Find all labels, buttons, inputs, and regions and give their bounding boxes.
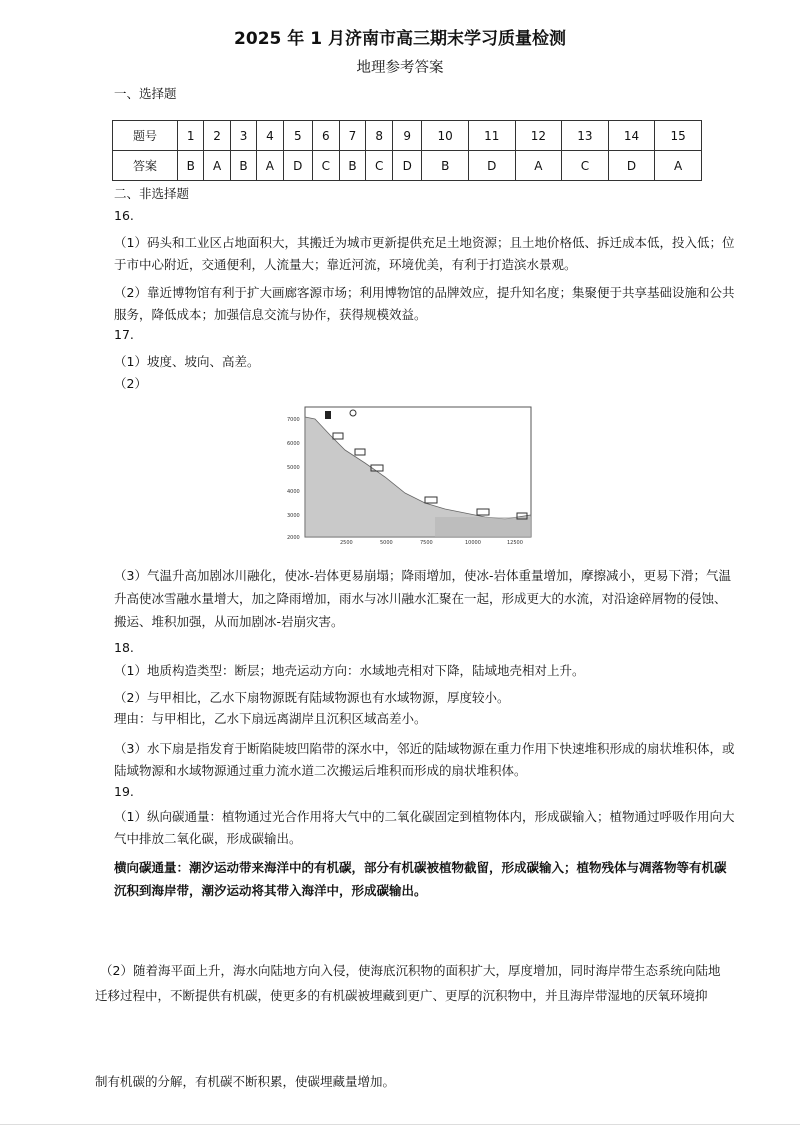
y-tick: 5000 [287,465,300,471]
table-cell: D [608,151,655,181]
q19-answer-2-line-3: 制有机碳的分解，有机碳不断积累，使碳埋藏量增加。 [95,1074,396,1089]
y-tick: 3000 [287,513,300,519]
table-cell: B [230,151,256,181]
q16-answer-1-line-2: 于市中心附近，交通便利，人流量大；靠近河流，环境优美，有利于打造滨水景观。 [114,257,577,272]
table-cell: 3 [230,121,256,151]
table-cell: 8 [366,121,393,151]
question-number-16: 16. [114,208,134,223]
q18-answer-2: （2）与甲相比，乙水下扇物源既有陆域物源也有水域物源，厚度较小。 [114,690,510,705]
q17-answer-1: （1）坡度、坡向、高差。 [114,354,260,369]
y-tick: 4000 [287,489,300,495]
q18-answer-1: （1）地质构造类型：断层；地壳运动方向：水域地壳相对下降，陆域地壳相对上升。 [114,663,585,678]
q17-answer-3-line-2: 升高使冰雪融水量增大，加之降雨增加，雨水与冰川融水汇聚在一起，形成更大的水流，对沿途碎屑物的侵蚀、 [114,591,727,606]
q18-answer-3-line-2: 陆域物源和水域物源通过重力流水道二次搬运后堆积而形成的扇状堆积体。 [114,763,527,778]
x-tick: 10000 [465,540,481,545]
q19-answer-1-line-2: 气中排放二氧化碳，形成碳输出。 [114,831,302,846]
q16-answer-2-line-1: （2）靠近博物馆有利于扩大画廊客源市场；利用博物馆的品牌效应，提升知名度；集聚便于共享基础设施和公共 [114,285,735,300]
table-cell: A [655,151,702,181]
table-cell: 13 [562,121,609,151]
q16-answer-2-line-2: 服务，降低成本；加强信息交流与协作，获得规模效益。 [114,307,427,322]
table-cell: 12 [515,121,562,151]
table-cell: A [515,151,562,181]
table-cell: B [178,151,204,181]
table-cell: 5 [283,121,312,151]
table-header-number: 题号 [113,121,178,151]
q19-answer-2-line-2: 迁移过程中，不断提供有机碳，使更多的有机碳被埋藏到更广、更厚的沉积物中，并且海岸带湿地的厌氧环境抑 [95,988,708,1003]
table-cell: B [422,151,469,181]
answer-table [112,120,702,181]
page-title: 2025 年 1 月济南市高三期末学习质量检测 [234,29,566,49]
table-cell: 6 [312,121,339,151]
terrain-profile-figure [285,405,535,545]
table-cell: 2 [204,121,230,151]
table-cell: 15 [655,121,702,151]
section-heading-nonchoice: 二、非选择题 [114,186,190,201]
table-cell: 10 [422,121,469,151]
q19-answer-1-line-4: 沉积到海岸带，潮汐运动将其带入海洋中，形成碳输出。 [114,883,427,898]
table-cell: D [283,151,312,181]
q17-answer-3-line-1: （3）气温升高加剧冰川融化，使冰-岩体更易崩塌；降雨增加，使冰-岩体重量增加，摩擦减小，更易下滑；气温 [114,568,731,583]
table-cell: D [393,151,422,181]
q19-answer-1-line-3: 横向碳通量：潮汐运动带来海洋中的有机碳，部分有机碳被植物截留，形成碳输入；植物残体与凋落物等有机碳 [114,860,727,875]
q18-answer-3-line-1: （3）水下扇是指发育于断陷陡坡凹陷带的深水中，邻近的陆域物源在重力作用下快速堆积形成的扇状堆积体，或 [114,741,735,756]
table-cell: A [204,151,230,181]
x-tick: 12500 [507,540,523,545]
q19-answer-2-line-1: （2）随着海平面上升，海水向陆地方向入侵，使海底沉积物的面积扩大，厚度增加，同时海岸带生态系统向陆地 [100,963,721,978]
q16-answer-1-line-1: （1）码头和工业区占地面积大，其搬迁为城市更新提供充足土地资源；且土地价格低、拆迁成本低，投入低；位 [114,235,735,250]
table-cell: 14 [608,121,655,151]
page-bottom-divider [0,1124,800,1125]
y-tick: 2000 [287,535,300,541]
q17-answer-3-line-3: 搬运、堆积加强，从而加剧冰-岩崩灾害。 [114,614,344,629]
table-cell: 11 [468,121,515,151]
section-heading-choice: 一、选择题 [114,86,177,101]
q17-answer-2: （2） [114,376,147,391]
table-cell: A [257,151,283,181]
x-tick: 2500 [340,540,353,545]
table-cell: C [366,151,393,181]
table-cell: 9 [393,121,422,151]
table-header-answer: 答案 [113,151,178,181]
q19-answer-1-line-1: （1）纵向碳通量：植物通过光合作用将大气中的二氧化碳固定到植物体内，形成碳输入；植物通过呼吸作用向大 [114,809,735,824]
q18-reason: 理由：与甲相比，乙水下扇远离湖岸且沉积区域高差小。 [114,711,427,726]
water-area [435,517,531,537]
table-cell: 1 [178,121,204,151]
question-number-18: 18. [114,640,134,655]
table-cell: C [562,151,609,181]
table-cell: B [339,151,365,181]
table-row-numbers [113,121,702,151]
table-cell: 7 [339,121,365,151]
table-row-answers [113,151,702,181]
y-tick: 6000 [287,441,300,447]
y-tick: 7000 [287,417,300,423]
page-subtitle: 地理参考答案 [356,60,444,76]
table-cell: C [312,151,339,181]
x-tick: 5000 [380,540,393,545]
building-icon [325,411,331,419]
question-number-19: 19. [114,784,134,799]
x-tick: 7500 [420,540,433,545]
table-cell: D [468,151,515,181]
question-number-17: 17. [114,327,134,342]
table-cell: 4 [257,121,283,151]
